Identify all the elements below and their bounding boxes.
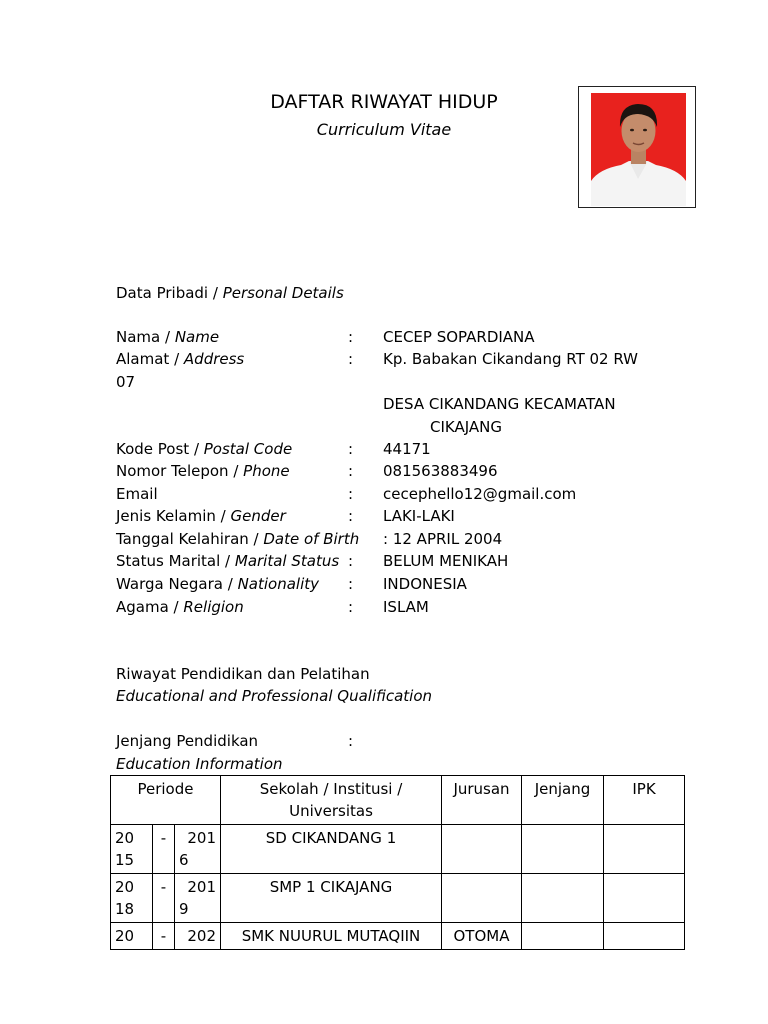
- colon: :: [348, 507, 354, 525]
- colon: :: [348, 462, 354, 480]
- education-info-label: Education Information: [116, 755, 283, 773]
- col-header-jurusan: Jurusan: [442, 776, 522, 825]
- label-date-of-birth: Tanggal Kelahiran / Date of Birth: [116, 530, 360, 548]
- period-end: 202: [175, 923, 221, 950]
- value-postal-code: 44171: [383, 440, 431, 458]
- table-row: [111, 825, 685, 874]
- ipk: [604, 923, 685, 950]
- period-start: 20: [111, 923, 153, 950]
- label-address: Alamat / Address: [116, 350, 245, 368]
- major: [442, 825, 522, 874]
- label-postal-code: Kode Post / Postal Code: [116, 440, 293, 458]
- label-email: Email: [116, 485, 158, 503]
- col-header-jenjang: Jenjang: [522, 776, 604, 825]
- table-row: [111, 874, 685, 923]
- value-nationality: INDONESIA: [383, 575, 467, 593]
- level: [522, 874, 604, 923]
- col-header-sekolah: Sekolah / Institusi / Universitas: [221, 776, 442, 825]
- school-name: SMK NUURUL MUTAQIIN: [221, 923, 442, 950]
- label-nationality: Warga Negara / Nationality: [116, 575, 320, 593]
- colon: :: [348, 575, 354, 593]
- value-address-line3: CIKAJANG: [430, 418, 502, 436]
- period-end: 201 9: [175, 874, 221, 923]
- level: [522, 923, 604, 950]
- colon: :: [348, 328, 354, 346]
- value-name: CECEP SOPARDIANA: [383, 328, 535, 346]
- education-level-label: Jenjang Pendidikan: [116, 732, 259, 750]
- colon: :: [348, 552, 354, 570]
- page-subtitle: Curriculum Vitae: [316, 120, 452, 139]
- period-dash: -: [153, 825, 175, 874]
- period-start: 20 15: [111, 825, 153, 874]
- value-address: Kp. Babakan Cikandang RT 02 RW: [383, 350, 639, 368]
- level: [522, 825, 604, 874]
- colon: :: [348, 732, 354, 750]
- education-heading: Riwayat Pendidikan dan Pelatihan: [116, 665, 370, 683]
- value-address-line2: DESA CIKANDANG KECAMATAN: [383, 395, 616, 413]
- value-email: cecephello12@gmail.com: [383, 485, 577, 503]
- education-subheading: Educational and Professional Qualification: [116, 687, 433, 705]
- label-gender: Jenis Kelamin / Gender: [116, 507, 286, 525]
- ipk: [604, 825, 685, 874]
- colon: :: [348, 598, 354, 616]
- col-header-ipk: IPK: [604, 776, 685, 825]
- colon: :: [348, 440, 354, 458]
- ipk: [604, 874, 685, 923]
- page-title: DAFTAR RIWAYAT HIDUP: [270, 91, 498, 113]
- profile-photo: [591, 93, 686, 206]
- label-religion: Agama / Religion: [116, 598, 244, 616]
- period-dash: -: [153, 923, 175, 950]
- colon: :: [348, 350, 354, 368]
- value-gender: LAKI-LAKI: [383, 507, 455, 525]
- label-phone: Nomor Telepon / Phone: [116, 462, 290, 480]
- period-end: 201 6: [175, 825, 221, 874]
- value-date-of-birth: : 12 APRIL 2004: [383, 530, 503, 548]
- major: [442, 874, 522, 923]
- label-name: Nama / Name: [116, 328, 220, 346]
- value-religion: ISLAM: [383, 598, 429, 616]
- colon: :: [348, 485, 354, 503]
- table-row: [111, 923, 685, 950]
- col-header-periode: Periode: [111, 776, 221, 825]
- school-name: SD CIKANDANG 1: [221, 825, 442, 874]
- personal-details-heading: Data Pribadi / Personal Details: [116, 284, 344, 302]
- education-table: [110, 775, 685, 950]
- school-name: SMP 1 CIKAJANG: [221, 874, 442, 923]
- table-header-row: [111, 776, 685, 825]
- profile-photo-frame: [578, 86, 696, 208]
- value-address-wrap: 07: [116, 373, 136, 391]
- label-marital-status: Status Marital / Marital Status: [116, 552, 340, 570]
- value-phone: 081563883496: [383, 462, 498, 480]
- period-start: 20 18: [111, 874, 153, 923]
- value-marital-status: BELUM MENIKAH: [383, 552, 509, 570]
- major: OTOMA: [442, 923, 522, 950]
- period-dash: -: [153, 874, 175, 923]
